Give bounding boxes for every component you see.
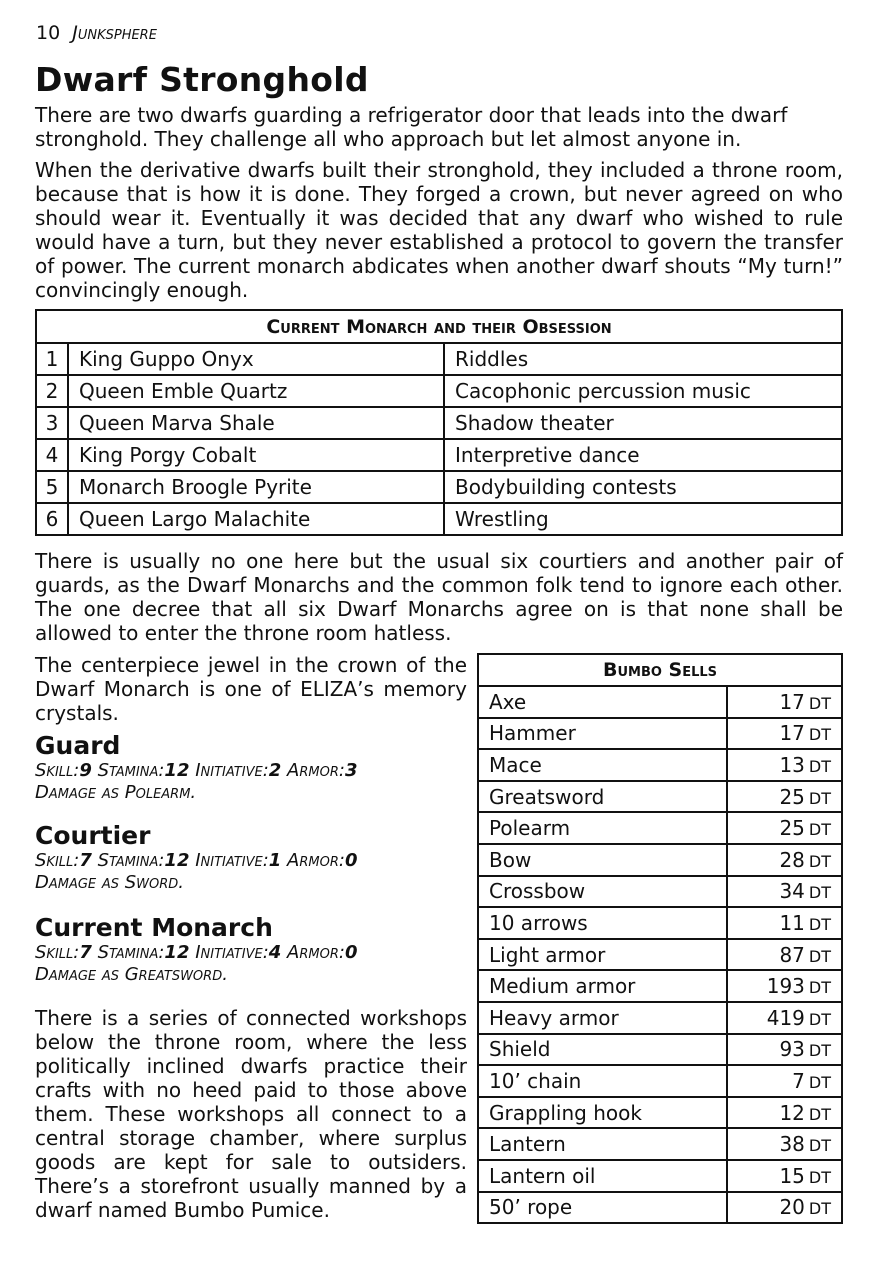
shop-price xyxy=(727,907,842,939)
shop-item: Grappling hook xyxy=(478,1097,727,1129)
statblock-guard xyxy=(35,732,465,804)
shop-price-value: 25 xyxy=(779,816,805,841)
shop-price-value: 12 xyxy=(779,1100,805,1125)
shop-item: Bow xyxy=(478,844,727,876)
shop-price xyxy=(727,1034,842,1066)
shop-table-row xyxy=(478,1160,842,1192)
book-title: Junksphere xyxy=(72,22,157,44)
shop-price xyxy=(727,718,842,750)
monarch-obsession: Shadow theater xyxy=(444,407,842,439)
shop-price xyxy=(727,781,842,813)
shop-item: Shield xyxy=(478,1034,727,1066)
shop-price-value: 20 xyxy=(779,1195,805,1220)
shop-price xyxy=(727,686,842,718)
page-number: 10 xyxy=(36,22,61,44)
shop-table-row xyxy=(478,876,842,908)
shop-price-unit: DT xyxy=(808,1104,831,1124)
shop-table-row xyxy=(478,1128,842,1160)
shop-table-row xyxy=(478,781,842,813)
shop-price-value: 25 xyxy=(779,784,805,809)
shop-price-unit: DT xyxy=(808,883,831,903)
section-title: Dwarf Stronghold xyxy=(35,60,369,99)
shop-price-unit: DT xyxy=(808,1136,831,1156)
shop-price-value: 34 xyxy=(779,879,805,904)
shop-price xyxy=(727,749,842,781)
shop-price-unit: DT xyxy=(808,725,831,745)
monarch-obsession: Riddles xyxy=(444,343,842,375)
shop-price xyxy=(727,1065,842,1097)
statblock-damage: Damage as Sword. xyxy=(35,872,185,893)
shop-price-value: 193 xyxy=(766,974,805,999)
shop-price-value: 419 xyxy=(766,1005,805,1030)
shop-item: Axe xyxy=(478,686,727,718)
monarch-number: 4 xyxy=(36,439,68,471)
shop-item: Polearm xyxy=(478,812,727,844)
jewel-paragraph: The centerpiece jewel in the crown of the Dwarf Monarch is one of ELIZA’s memory crystals. xyxy=(35,653,467,725)
monarch-number: 1 xyxy=(36,343,68,375)
monarch-table-row xyxy=(36,471,842,503)
shop-table-row xyxy=(478,749,842,781)
shop-table-row xyxy=(478,1034,842,1066)
shop-price-unit: DT xyxy=(808,851,831,871)
shop-item: Lantern oil xyxy=(478,1160,727,1192)
shop-price-unit: DT xyxy=(808,946,831,966)
shop-item: 10’ chain xyxy=(478,1065,727,1097)
monarch-name: Monarch Broogle Pyrite xyxy=(68,471,444,503)
shop-item: 50’ rope xyxy=(478,1192,727,1224)
shop-price-value: 17 xyxy=(779,721,805,746)
monarch-table xyxy=(35,309,843,536)
shop-table-title: Bumbo Sells xyxy=(478,654,842,686)
monarch-name: Queen Largo Malachite xyxy=(68,503,444,535)
monarch-table-row xyxy=(36,503,842,535)
monarch-table-row xyxy=(36,439,842,471)
intro-paragraph: There are two dwarfs guarding a refrigerator door that leads into the dwarf stronghold. They challenge all who approach but let almost anyone in. xyxy=(35,103,788,151)
monarch-table-body xyxy=(36,343,842,535)
monarch-name: King Guppo Onyx xyxy=(68,343,444,375)
monarch-table-row xyxy=(36,407,842,439)
shop-price-value: 93 xyxy=(779,1037,805,1062)
shop-table-row xyxy=(478,907,842,939)
shop-price-value: 38 xyxy=(779,1132,805,1157)
shop-table-body xyxy=(478,686,842,1223)
statblock-name: Current Monarch xyxy=(35,913,273,942)
shop-table-row xyxy=(478,1065,842,1097)
shop-table-row xyxy=(478,939,842,971)
shop-price-unit: DT xyxy=(808,914,831,934)
shop-price-unit: DT xyxy=(808,1041,831,1061)
shop-item: Mace xyxy=(478,749,727,781)
shop-price xyxy=(727,1002,842,1034)
statblock-courtier xyxy=(35,822,465,894)
monarch-table-row xyxy=(36,343,842,375)
monarch-obsession: Wrestling xyxy=(444,503,842,535)
shop-price-value: 87 xyxy=(779,942,805,967)
shop-price-unit: DT xyxy=(808,693,831,713)
shop-item: Medium armor xyxy=(478,970,727,1002)
shop-price-unit: DT xyxy=(808,1167,831,1187)
shop-price xyxy=(727,844,842,876)
monarch-obsession: Interpretive dance xyxy=(444,439,842,471)
shop-table-row xyxy=(478,812,842,844)
shop-price xyxy=(727,876,842,908)
shop-item: Light armor xyxy=(478,939,727,971)
shop-price-unit: DT xyxy=(808,820,831,840)
courtiers-paragraph: There is usually no one here but the usual six courtiers and another pair of guards, as the Dwarf Monarchs and the common folk tend to ignore each other. The one decree that all six Dwarf Monarchs agree on is that none shall be allowed to enter the throne room hatless. xyxy=(35,549,843,645)
monarch-number: 2 xyxy=(36,375,68,407)
shop-item: Hammer xyxy=(478,718,727,750)
shop-price-unit: DT xyxy=(808,1072,831,1092)
shop-table-row xyxy=(478,718,842,750)
statblock-stats: Skill:9 Stamina:12 Initiative:2 Armor:3 xyxy=(35,760,358,781)
shop-price xyxy=(727,939,842,971)
monarch-name: Queen Marva Shale xyxy=(68,407,444,439)
shop-price xyxy=(727,1097,842,1129)
monarch-table-row xyxy=(36,375,842,407)
shop-item: Greatsword xyxy=(478,781,727,813)
shop-price-value: 28 xyxy=(779,847,805,872)
shop-table xyxy=(477,653,843,1224)
shop-item: 10 arrows xyxy=(478,907,727,939)
shop-price-unit: DT xyxy=(808,1009,831,1029)
shop-price xyxy=(727,1192,842,1224)
shop-price-unit: DT xyxy=(808,1199,831,1219)
shop-price-value: 13 xyxy=(779,752,805,777)
shop-table-row xyxy=(478,1002,842,1034)
monarch-name: Queen Emble Quartz xyxy=(68,375,444,407)
statblock-name: Courtier xyxy=(35,821,151,850)
monarch-number: 6 xyxy=(36,503,68,535)
statblock-damage: Damage as Polearm. xyxy=(35,782,197,803)
shop-item: Lantern xyxy=(478,1128,727,1160)
monarch-number: 5 xyxy=(36,471,68,503)
monarch-table-title: Current Monarch and their Obsession xyxy=(36,310,842,343)
shop-price xyxy=(727,970,842,1002)
shop-price-value: 15 xyxy=(779,1163,805,1188)
shop-table-row xyxy=(478,1097,842,1129)
shop-price-unit: DT xyxy=(808,978,831,998)
shop-price xyxy=(727,812,842,844)
shop-price-value: 11 xyxy=(779,910,805,935)
monarch-obsession: Cacophonic percussion music xyxy=(444,375,842,407)
throne-paragraph: When the derivative dwarfs built their stronghold, they included a throne room, because that is how it is done. They forged a crown, but never agreed on who should wear it. Eventually it was decided that any dwarf who wished to rule would have a turn, but they never established a protocol to govern the transfer of power. The current monarch abdicates when another dwarf shouts “My turn!” convincingly enough. xyxy=(35,158,843,302)
shop-price-unit: DT xyxy=(808,756,831,776)
statblock-current-monarch xyxy=(35,914,465,986)
shop-table-row xyxy=(478,970,842,1002)
monarch-obsession: Bodybuilding contests xyxy=(444,471,842,503)
statblock-name: Guard xyxy=(35,731,121,760)
shop-price-value: 17 xyxy=(779,689,805,714)
shop-table-row xyxy=(478,844,842,876)
running-head xyxy=(36,22,157,44)
workshops-paragraph: There is a series of connected workshops below the throne room, where the less politically inclined dwarfs practice their crafts with no heed paid to those above them. These workshops all connect to a central storage chamber, where surplus goods are kept for sale to outsiders. There’s a storefront usually manned by a dwarf named Bumbo Pumice. xyxy=(35,1006,467,1222)
shop-price-value: 7 xyxy=(792,1068,805,1093)
shop-price xyxy=(727,1160,842,1192)
statblock-damage: Damage as Greatsword. xyxy=(35,964,228,985)
monarch-name: King Porgy Cobalt xyxy=(68,439,444,471)
statblock-stats: Skill:7 Stamina:12 Initiative:4 Armor:0 xyxy=(35,942,358,963)
monarch-number: 3 xyxy=(36,407,68,439)
shop-item: Crossbow xyxy=(478,876,727,908)
shop-price-unit: DT xyxy=(808,788,831,808)
shop-table-row xyxy=(478,686,842,718)
shop-table-row xyxy=(478,1192,842,1224)
statblock-stats: Skill:7 Stamina:12 Initiative:1 Armor:0 xyxy=(35,850,358,871)
shop-item: Heavy armor xyxy=(478,1002,727,1034)
shop-price xyxy=(727,1128,842,1160)
